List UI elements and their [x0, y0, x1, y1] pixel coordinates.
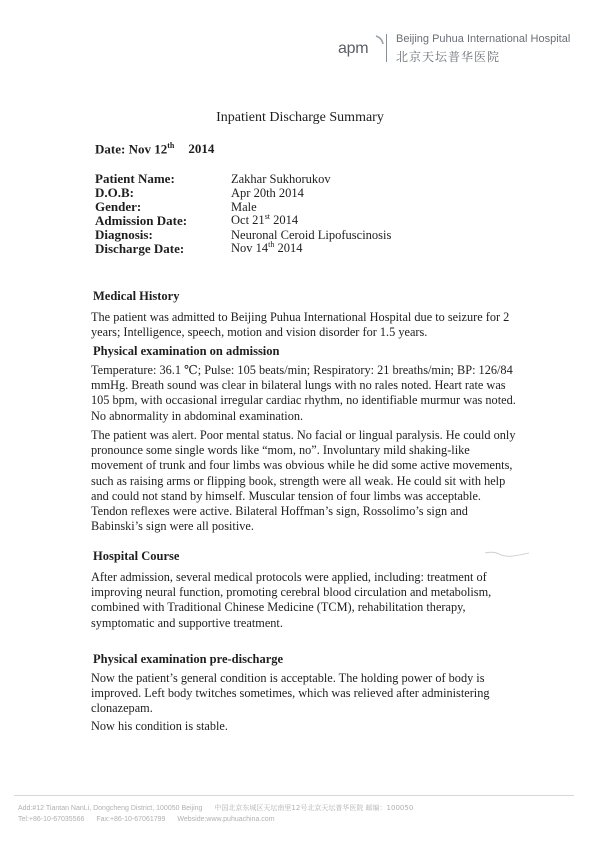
- admission-date-label: Admission Date:: [95, 213, 188, 228]
- dob-label: D.O.B:: [95, 185, 134, 200]
- admission-date-value: Oct 21st 2014: [231, 212, 299, 228]
- exam-discharge-status: Now his condition is stable.: [91, 719, 228, 733]
- patient-name-label: Patient Name:: [95, 171, 175, 186]
- discharge-date-label: Discharge Date:: [95, 241, 185, 256]
- exam-admission-neuro: The patient was alert. Poor mental status. No facial or lingual paralysis. He could only pronounce some single words like “mom, no”. Involuntary mild shaking-like movement of trunk and four limbs was obvious while he did some active movements, such as raising arms or flipping book, strength were all weak. He could sit with help and could not stand by himself. Muscular tension of four limbs was acceptable. Tendon reflexes were active. Bilateral Hoffman’s sign, Rossolimo’s sign and Babinski’s sign were all positive.: [91, 428, 516, 534]
- footer-address-cn: 中国北京东城区天坛南里12号北京天坛普华医院 邮编：100050: [214, 804, 414, 812]
- footer-contact: [18, 816, 285, 823]
- footer-website[interactable]: Webside:www.puhuachina.com: [177, 816, 275, 823]
- diagnosis-label: Diagnosis:: [95, 227, 153, 242]
- footer-tel: Tel:+86-10-67035566: [18, 816, 85, 823]
- diagnosis-value: Neuronal Ceroid Lipofuscinosis: [231, 228, 392, 242]
- medical-history-text: The patient was admitted to Beijing Puhua International Hospital due to seizure for 2 years; Intelligence, speech, motion and vision disorder for 1.5 years.: [91, 310, 510, 340]
- hospital-course-text: After admission, several medical protocols were applied, including: treatment of improving neural function, promoting cerebral blood circulation and metabolism, combined with Traditional Chinese Medicine (TCM), rehabilitation therapy, symptomatic and supportive treatment.: [91, 570, 492, 630]
- gender-label: Gender:: [95, 199, 142, 214]
- exam-admission-heading: Physical examination on admission: [93, 344, 280, 358]
- exam-discharge-text: Now the patient’s general condition is acceptable. The holding power of body is improved. Left body twitches sometimes, which was relieved after administering clonazepam.: [91, 671, 490, 716]
- discharge-date-value: Nov 14th 2014: [231, 240, 303, 256]
- document-title: Inpatient Discharge Summary: [216, 110, 384, 125]
- exam-admission-vitals: Temperature: 36.1 ℃; Pulse: 105 beats/min; Respiratory: 21 breaths/min; BP: 126/84 mmHg. Breath sound was clear in bilateral lungs with no rales noted. Heart rate was 105 bpm, with occasional irregular cardiac rhythm, no identifiable murmur was noted. No abnormality in abdominal examination.: [91, 363, 516, 423]
- footer-rule: [14, 795, 574, 796]
- hospital-course-heading: Hospital Course: [93, 549, 180, 563]
- dob-value: Apr 20th 2014: [231, 186, 304, 200]
- logo-divider: [386, 34, 387, 62]
- footer-address-en: Add:#12 Tiantan NanLi, Dongcheng District, 100050 Beijing: [18, 805, 203, 812]
- exam-discharge-heading: Physical examination pre-discharge: [93, 652, 284, 666]
- footer-address: [18, 803, 423, 813]
- summary-date: Date: Nov 12th 2014: [95, 141, 215, 157]
- logo-text: apm: [338, 40, 369, 57]
- scan-smudge: [483, 549, 533, 559]
- hospital-name-cn: 北京天坛普华医院: [396, 50, 501, 64]
- medical-history-heading: Medical History: [93, 289, 180, 303]
- hospital-name-en: Beijing Puhua International Hospital: [396, 33, 571, 45]
- footer-fax: Fax:+86-10-67061799: [96, 816, 166, 823]
- patient-name: Zakhar Sukhorukov: [231, 172, 331, 186]
- gender-value: Male: [231, 200, 257, 214]
